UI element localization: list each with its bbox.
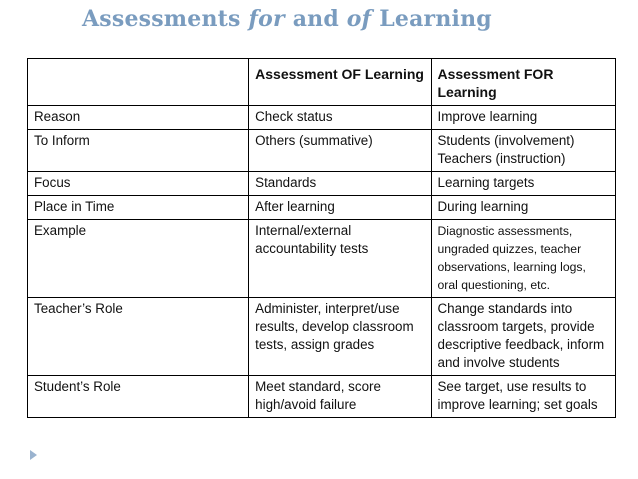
table-header-row <box>28 59 616 106</box>
table-row <box>28 220 616 298</box>
cell-for: See target, use results to improve learning; set goals <box>431 376 616 418</box>
table-row <box>28 172 616 196</box>
comparison-table <box>27 58 616 418</box>
cell-for: Students (involvement) Teachers (instruction) <box>431 130 616 172</box>
cell-for: Diagnostic assessments, ungraded quizzes, teacher observations, learning logs, oral questioning, etc. <box>431 220 616 298</box>
cell-of: Standards <box>249 172 431 196</box>
cell-of: Meet standard, score high/avoid failure <box>249 376 431 418</box>
cell-for: Change standards into classroom targets, provide descriptive feedback, inform and involve students <box>431 298 616 376</box>
row-label: Focus <box>28 172 249 196</box>
header-empty-cell <box>28 59 249 106</box>
table-row <box>28 376 616 418</box>
cell-for: Improve learning <box>431 106 616 130</box>
row-label: To Inform <box>28 130 249 172</box>
cell-of: Administer, interpret/use results, develop classroom tests, assign grades <box>249 298 431 376</box>
cell-for: During learning <box>431 196 616 220</box>
header-assessment-of: Assessment OF Learning <box>249 59 431 106</box>
table-row <box>28 196 616 220</box>
row-label: Teacher’s Role <box>28 298 249 376</box>
cell-of: After learning <box>249 196 431 220</box>
title-part-3: Learning <box>371 6 492 32</box>
row-label: Reason <box>28 106 249 130</box>
header-assessment-for: Assessment FOR Learning <box>431 59 616 106</box>
cell-of: Internal/external accountability tests <box>249 220 431 298</box>
table-row <box>28 298 616 376</box>
row-label: Student’s Role <box>28 376 249 418</box>
table-row <box>28 106 616 130</box>
table-row <box>28 130 616 172</box>
row-label: Place in Time <box>28 196 249 220</box>
title-italic-of: of <box>346 6 372 32</box>
cell-of: Check status <box>249 106 431 130</box>
title-italic-for: for <box>248 6 285 32</box>
play-arrow-icon[interactable] <box>30 450 37 460</box>
title-part-2: and <box>284 6 347 32</box>
row-label: Example <box>28 220 249 298</box>
title-part-1: Assessments <box>82 6 249 32</box>
cell-for: Learning targets <box>431 172 616 196</box>
slide-title <box>82 6 492 32</box>
cell-of: Others (summative) <box>249 130 431 172</box>
